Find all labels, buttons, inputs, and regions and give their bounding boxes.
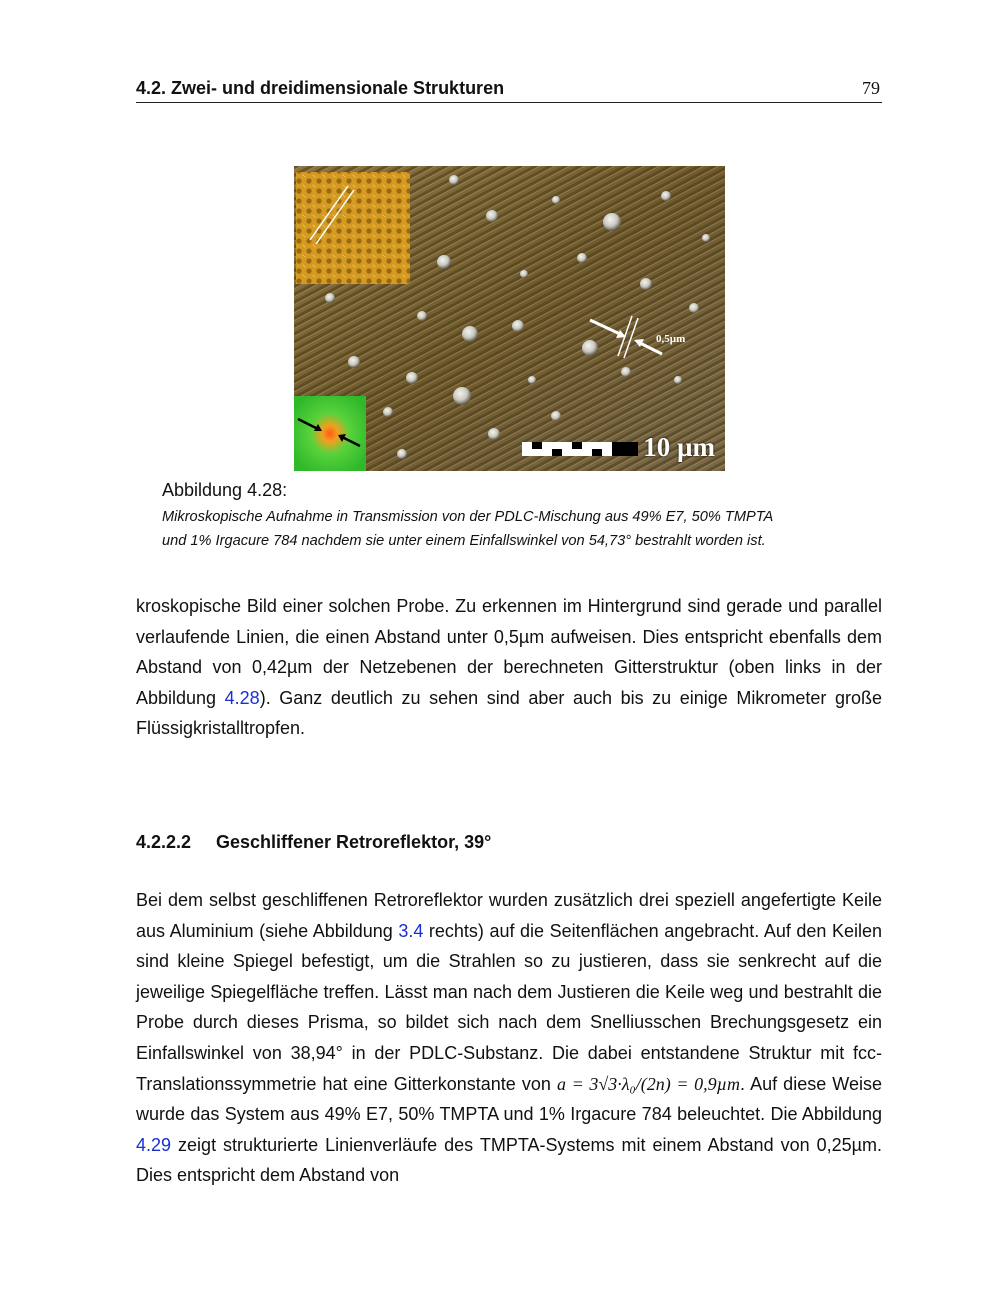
scale-label: 10 µm — [643, 432, 715, 462]
spacing-label: 0,5µm — [656, 333, 686, 345]
figure-label: Abbildung 4.28: — [162, 480, 288, 500]
paragraph-2-text-a: Bei dem selbst geschliffenen Retroreflektor wurden zusätzlich drei speziell angefertigte Keile aus Aluminium (siehe Abbildung — [136, 890, 882, 941]
scale-bar — [522, 442, 638, 456]
caption-line-2: und 1% Irgacure 784 nachdem sie unter einem Einfallswinkel von 54,73° bestrahlt worden ist. — [162, 533, 766, 549]
paragraph-1-text-a: kroskopische Bild einer solchen Probe. Zu erkennen im Hintergrund sind gerade und parallel verlaufende Linien, die einen Abstand unter 0,5µm aufweisen. Dies entspricht ebenfalls dem Abstand von 0,42µm der Netzebenen der berechneten Gitterstruktur (oben links in der Abbildung — [136, 596, 882, 708]
lattice-constant-formula: a = 3√3·λ₀/(2n) = 0,9µm — [557, 1073, 740, 1094]
lattice-inset — [296, 172, 410, 284]
figure-ref-link-4-28[interactable]: 4.28 — [224, 687, 260, 708]
paragraph-2-text-c: . Auf diese Weise wurde das System aus 49% E7, 50% TMPTA und 1% Irgacure 784 beleuchtet. Die Abbildung — [136, 1073, 882, 1125]
header-title: 4.2. Zwei- und dreidimensionale Strukturen — [136, 78, 505, 98]
micrograph-figure — [294, 166, 725, 471]
figure-caption — [162, 505, 872, 553]
subsection-title: Geschliffener Retroreflektor, 39° — [216, 832, 492, 852]
caption-line-1: Mikroskopische Aufnahme in Transmission von der PDLC-Mischung aus 49% E7, 50% TMPTA — [162, 509, 774, 525]
paragraph-1 — [136, 591, 882, 744]
running-header — [136, 76, 882, 103]
figure-ref-link-3-4[interactable]: 3.4 — [398, 920, 424, 941]
subsection-number: 4.2.2.2 — [136, 832, 192, 852]
page-number: 79 — [862, 78, 880, 98]
micrograph-image — [294, 166, 725, 471]
figure-ref-link-4-29[interactable]: 4.29 — [136, 1134, 172, 1155]
paragraph-2 — [136, 885, 882, 1191]
subsection-heading — [136, 832, 491, 853]
fft-inset — [294, 396, 366, 471]
paragraph-2-text-b: rechts) auf die Seitenflächen angebracht. Auf den Keilen sind kleine Spiegel befestigt, um die Strahlen so zu justieren, dass sie senkrecht auf die jeweilige Spiegelfläche treffen. Lässt man nach dem Justieren die Keile weg und bestrahlt die Probe durch dieses Prisma, so bildet sich nach dem Snelliusschen Brechungsgesetz ein Einfallswinkel von 38,94° in der PDLC-Substanz. Die dabei entstandene Struktur mit fcc-Translationssymmetrie hat eine Gitterkonstante von — [136, 920, 882, 1094]
paragraph-2-text-d: zeigt strukturierte Linienverläufe des TMPTA-Systems mit einem Abstand von 0,25µm. Dies entspricht dem Abstand von — [136, 1134, 882, 1186]
paragraph-1-text-b: ). Ganz deutlich zu sehen sind aber auch bis zu einige Mikrometer große Flüssigkristalltropfen. — [136, 687, 882, 739]
